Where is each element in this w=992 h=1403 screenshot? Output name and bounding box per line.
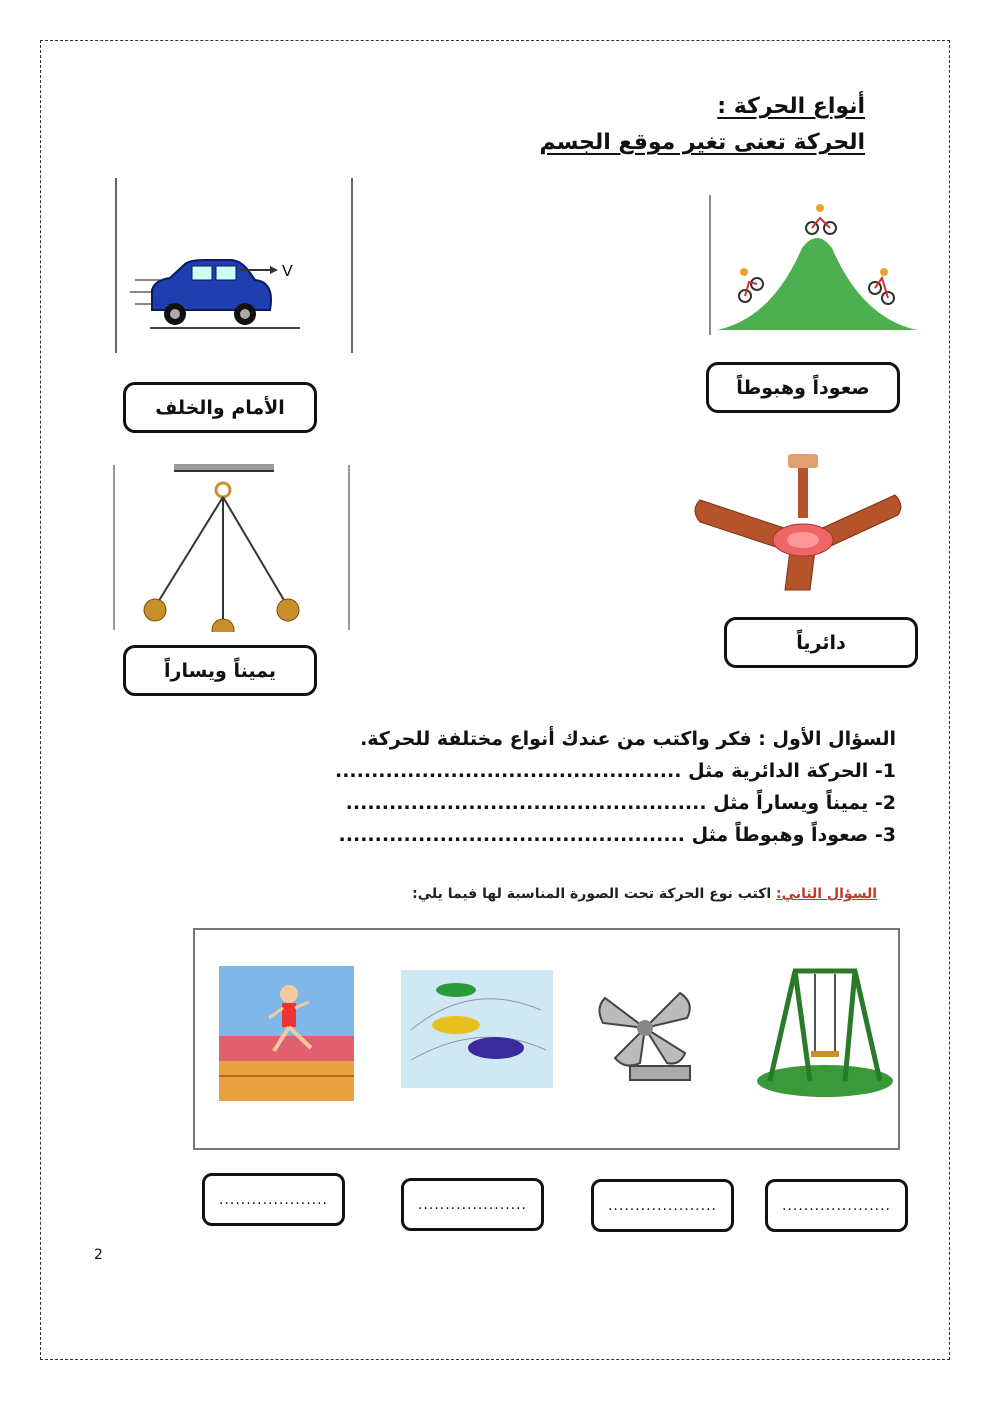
motion-images-panel	[193, 928, 900, 1150]
question1-prompt: السؤال الأول : فكر واكتب من عندك أنواع مختلفة للحركة.	[360, 728, 896, 750]
runner-illustration	[219, 966, 354, 1101]
pendulum-illustration	[130, 462, 330, 632]
divider-line	[113, 465, 115, 630]
question1-item[interactable]: 3- صعوداً وهبوطاً مثل ................................................	[338, 824, 896, 846]
divider-line	[351, 178, 353, 353]
divider-line	[709, 195, 711, 335]
swing-illustration	[755, 966, 895, 1101]
divider-line	[348, 465, 350, 630]
ceiling-fan-illustration	[690, 450, 910, 595]
divider-line	[115, 178, 117, 353]
car-illustration	[130, 240, 310, 340]
question1-item[interactable]: 1- الحركة الدائرية مثل ................................................	[335, 760, 896, 782]
bicycle-icon	[739, 268, 763, 302]
label-forward-backward: الأمام والخلف	[123, 382, 317, 433]
hill-bicycles-illustration	[712, 198, 917, 333]
answer-blank[interactable]: ....................	[202, 1173, 345, 1226]
question2-text: اكتب نوع الحركة تحت الصورة المناسبة لها فيما يلي:	[412, 886, 777, 902]
label-circular: دائرياً	[724, 617, 918, 668]
answer-blank[interactable]: ....................	[591, 1179, 734, 1232]
answer-blank[interactable]: ....................	[401, 1178, 544, 1231]
page-number: 2	[94, 1247, 103, 1263]
section-title: أنواع الحركة :	[717, 94, 865, 119]
bicycle-icon	[869, 268, 894, 304]
question1-item[interactable]: 2- يميناً ويساراً مثل ..................................................	[345, 792, 896, 814]
velocity-label: V	[282, 263, 293, 280]
bicycle-icon	[806, 204, 836, 234]
desk-fan-illustration	[585, 978, 715, 1088]
motion-definition: الحركة تعنى تغير موقع الجسم	[539, 130, 865, 155]
race-cars-illustration	[401, 970, 553, 1088]
question2-prompt	[412, 886, 877, 902]
label-left-right: يميناً ويساراً	[123, 645, 317, 696]
answer-blank[interactable]: ....................	[765, 1179, 908, 1232]
question2-label: السؤال الثاني:	[776, 886, 877, 902]
label-up-down: صعوداً وهبوطاً	[706, 362, 900, 413]
